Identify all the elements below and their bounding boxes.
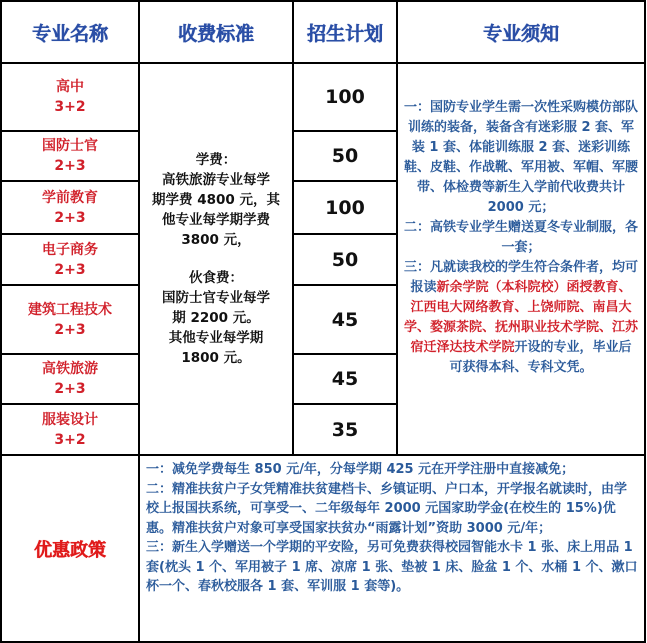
header-major-notes: 专业须知: [396, 0, 646, 64]
board-line: 期 2200 元。: [172, 310, 260, 326]
tuition-line: 3800 元，: [181, 232, 251, 248]
plan-value: 35: [292, 403, 398, 456]
note-item-2: 二：高铁专业学生赠送夏冬专业制服，各一套；: [404, 220, 639, 255]
major-notes-cell: [396, 62, 646, 456]
major-row-2: [0, 130, 140, 182]
plan-value: 50: [292, 233, 398, 286]
note-item-3-suffix: 开设的专业，毕业后可获得本科、专科文凭。: [449, 340, 632, 375]
major-row-3: [0, 180, 140, 235]
board-title: 伙食费：: [189, 270, 243, 286]
major-name: 学前教育: [42, 189, 98, 206]
plan-value: 50: [292, 130, 398, 182]
major-name: 建筑工程技术: [28, 301, 112, 318]
major-program: 2+3: [54, 381, 86, 397]
tuition-line: 期学费 4800 元，其: [152, 192, 280, 208]
board-line: 1800 元。: [181, 350, 251, 366]
note-item-3-schools: 新余学院（本科院校）函授教育、江西电大网络教育、上饶师院、南昌大学、婺源茶院、抚州职业技术学院、江苏宿迁泽达技术学院: [404, 280, 639, 355]
major-program: 2+3: [54, 158, 86, 174]
major-name: 国防士官: [42, 138, 98, 154]
major-program: 2+3: [54, 261, 86, 278]
major-row-5: [0, 284, 140, 355]
major-program: 2+3: [54, 209, 86, 226]
major-program: 2+3: [54, 321, 86, 338]
major-row-7: [0, 403, 140, 456]
policy-content: [138, 454, 646, 643]
header-major-name: 专业名称: [0, 0, 140, 64]
major-program: 3+2: [54, 431, 86, 448]
plan-value: 100: [292, 180, 398, 235]
policy-item-1: 一：减免学费每生 850 元/年，分每学期 425 元在开学注册中直接减免；: [146, 462, 575, 477]
plan-value: 45: [292, 284, 398, 355]
major-program: 3+2: [54, 99, 86, 115]
board-line: 其他专业每学期: [168, 330, 264, 346]
major-row-4: [0, 233, 140, 286]
policy-item-3: 三：新生入学赠送一个学期的平安险，另可免费获得校园智能水卡 1 张、床上用品 1 套(枕头 1 个、军用被子 1 席、凉席 1 张、垫被 1 床、脸盆 1 个、水桶 1 个、漱口杯一个、春秋校服各 1 套、军训服 1 套等)。: [146, 540, 638, 594]
tuition-title: 学费：: [195, 152, 237, 168]
tuition-line: 高铁旅游专业每学: [162, 172, 270, 188]
tuition-line: 他专业每学期学费: [162, 212, 270, 228]
major-name: 高铁旅游: [42, 361, 98, 377]
header-enrollment-plan: 招生计划: [292, 0, 398, 64]
fee-standard-cell: [138, 62, 294, 456]
policy-item-2: 二：精准扶贫户子女凭精准扶贫建档卡、乡镇证明、户口本，开学报名就读时，由学校上报国扶系统，可享受一、二年级每年 2000 元国家助学金(在校生的 15%)优惠。精准扶贫户对象可享受国家扶贫办“雨露计划”资助 3000 元/年；: [146, 481, 628, 536]
plan-value: 45: [292, 353, 398, 405]
major-row-6: [0, 353, 140, 405]
major-row-1: [0, 62, 140, 132]
policy-label: 优惠政策: [0, 454, 140, 643]
note-item-3-prefix: 三：凡就读我校的学生符合条件者，均可报读: [404, 260, 639, 295]
note-item-3: [404, 258, 638, 378]
plan-value: 100: [292, 62, 398, 132]
note-item-1: 一：国防专业学生需一次性采购模仿部队训练的装备，装备含有迷彩服 2 套、军装 1 套、体能训练服 2 套、迷彩训练鞋、皮鞋、作战靴、军用被、军帽、军腰带、体检费等新生入学前代收费共计 2000 元；: [404, 100, 639, 215]
major-name: 高中: [56, 79, 84, 95]
board-line: 国防士官专业每学: [162, 290, 270, 306]
major-name: 电子商务: [42, 241, 98, 258]
header-fee-standard: 收费标准: [138, 0, 294, 64]
major-name: 服装设计: [42, 411, 98, 428]
